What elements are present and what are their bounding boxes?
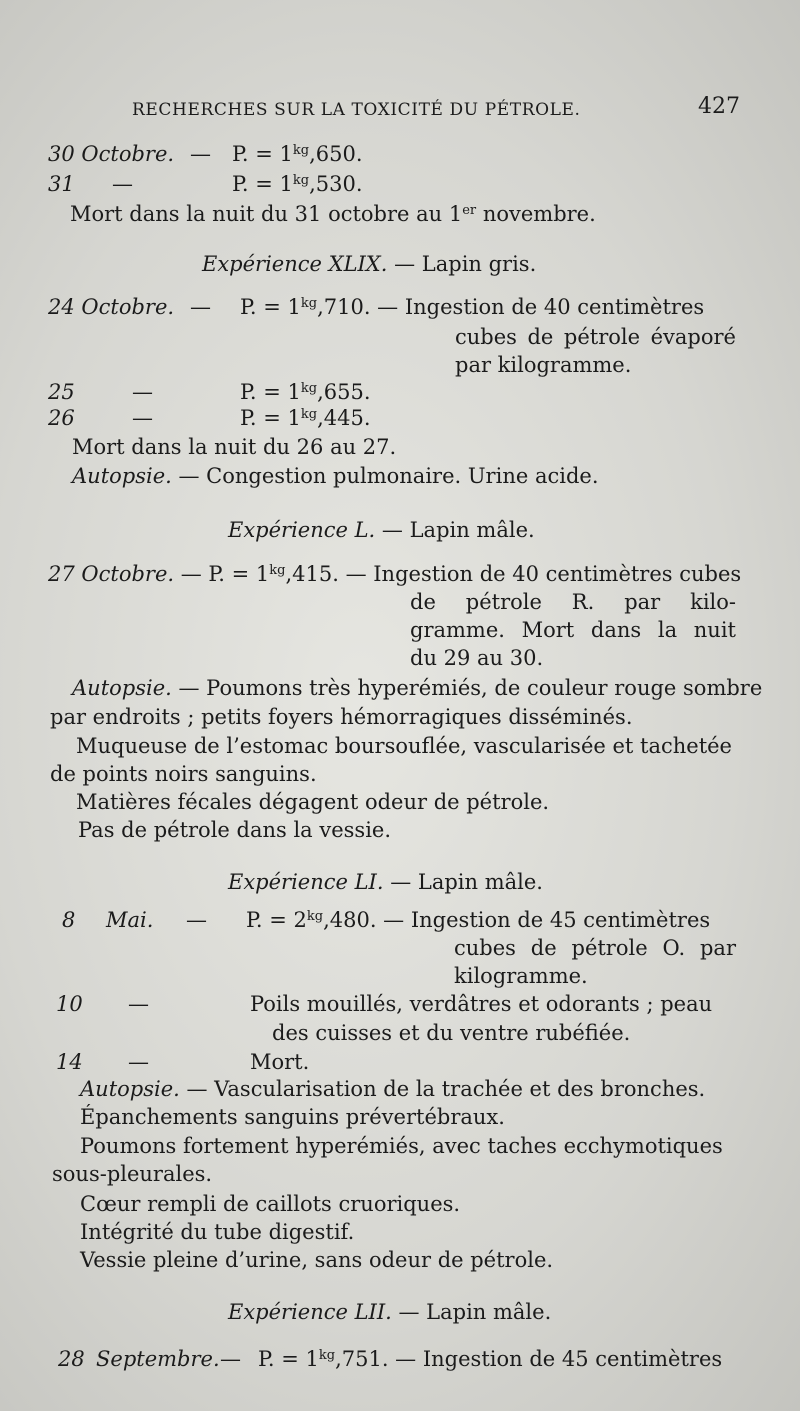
autopsy-detail: Cœur rempli de caillots cruoriques. [80, 1192, 461, 1216]
entry-date-10: 10 [56, 992, 83, 1016]
ingestion-detail: cubes de pétrole O. par [454, 936, 736, 960]
entry-30-octobre [48, 140, 174, 168]
experiment-51-heading: Expérience LI. — Lapin mâle. [228, 870, 543, 894]
ingestion-detail: gramme. Mort dans la nuit [410, 618, 736, 642]
observation: Poils mouillés, verdâtres et odorants ; peau [250, 992, 713, 1016]
entry-dash: — [128, 992, 149, 1016]
entry-dash: — [220, 1347, 241, 1371]
page-number: 427 [698, 94, 740, 119]
autopsy-detail: Vessie pleine d’urine, sans odeur de pétrole. [80, 1248, 554, 1272]
entry-month: Octobre. [81, 142, 175, 166]
observation: des cuisses et du ventre rubéfiée. [272, 1021, 631, 1045]
entry-dash: — [186, 908, 207, 932]
entry-date-26: 26 [48, 406, 75, 430]
entry-dash: — [112, 172, 133, 196]
entry-month-septembre: Septembre. [96, 1347, 220, 1371]
weight-8-mai: P. = $2^{kg},480$. — Ingestion de 45 centimètres [246, 908, 711, 932]
ingestion-detail: cubes de pétrole évaporé [455, 325, 736, 349]
entry-date-14: 14 [56, 1050, 83, 1074]
entry-dash: — [132, 380, 153, 404]
autopsy-detail: sous-pleurales. [52, 1162, 213, 1186]
ingestion-detail: de pétrole R. par kilo- [410, 590, 736, 614]
autopsy-detail: Pas de pétrole dans la vessie. [78, 818, 392, 842]
weight-30-octobre: P. = $1^{kg},650$. [232, 142, 363, 166]
entry-dash: — [128, 1050, 149, 1074]
autopsy-note: Autopsie. — Congestion pulmonaire. Urine acide. [72, 464, 599, 488]
autopsy-note: Autopsie. — Vascularisation de la trachée et des bronches. [80, 1077, 706, 1101]
autopsy-detail: Matières fécales dégagent odeur de pétrole. [76, 790, 550, 814]
autopsy-detail: par endroits ; petits foyers hémorragiques disséminés. [50, 705, 633, 729]
ingestion-detail: du 29 au 30. [410, 646, 544, 670]
experiment-49-heading: Expérience XLIX. — Lapin gris. [202, 252, 537, 276]
running-header [132, 94, 740, 120]
running-title: RECHERCHES SUR LA TOXICITÉ DU PÉTROLE. [132, 100, 581, 120]
entry-month-mai: Mai. [106, 908, 154, 932]
death-note: Mort dans la nuit du 26 au 27. [72, 435, 397, 459]
autopsy-detail: Intégrité du tube digestif. [80, 1220, 355, 1244]
death-note: Mort dans la nuit du 31 octobre au 1er novembre. [70, 202, 596, 226]
entry-date-31: 31 [48, 172, 75, 196]
experiment-50-heading: Expérience L. — Lapin mâle. [228, 518, 535, 542]
entry-dash: — [190, 142, 211, 166]
entry-date-25: 25 [48, 380, 75, 404]
weight-24-octobre: P. = $1^{kg},710$. — Ingestion de 40 centimètres [240, 295, 705, 319]
autopsy-note: Autopsie. — Poumons très hyperémiés, de couleur rouge sombre [72, 676, 763, 700]
entry-27-octobre: 27 Octobre. — P. = $1^{kg},415$. — Ingestion de 40 centimètres cubes [48, 562, 742, 586]
entry-date-8: 8 [62, 908, 76, 932]
entry-dash: — [132, 406, 153, 430]
ingestion-detail: par kilogramme. [455, 353, 632, 377]
autopsy-detail: de points noirs sanguins. [50, 762, 317, 786]
autopsy-detail: Muqueuse de l’estomac boursouflée, vascularisée et tachetée [76, 734, 732, 758]
autopsy-detail: Poumons fortement hyperémiés, avec taches ecchymotiques [80, 1134, 723, 1158]
entry-date-24-octobre: 24 Octobre. [48, 295, 175, 319]
weight-31: P. = $1^{kg},530$. [232, 172, 363, 196]
autopsy-detail: Épanchements sanguins prévertébraux. [80, 1105, 505, 1129]
ingestion-detail: kilogramme. [454, 964, 588, 988]
entry-date-28: 28 [58, 1347, 85, 1371]
weight-28-septembre: P. = $1^{kg},751$. — Ingestion de 45 centimètres [258, 1347, 723, 1371]
entry-dash: — [190, 295, 211, 319]
experiment-52-heading: Expérience LII. — Lapin mâle. [228, 1300, 552, 1324]
weight-25: P. = $1^{kg},655$. [240, 380, 371, 404]
observation: Mort. [250, 1050, 310, 1074]
entry-date: 30 [48, 142, 75, 166]
weight-26: P. = $1^{kg},445$. [240, 406, 371, 430]
